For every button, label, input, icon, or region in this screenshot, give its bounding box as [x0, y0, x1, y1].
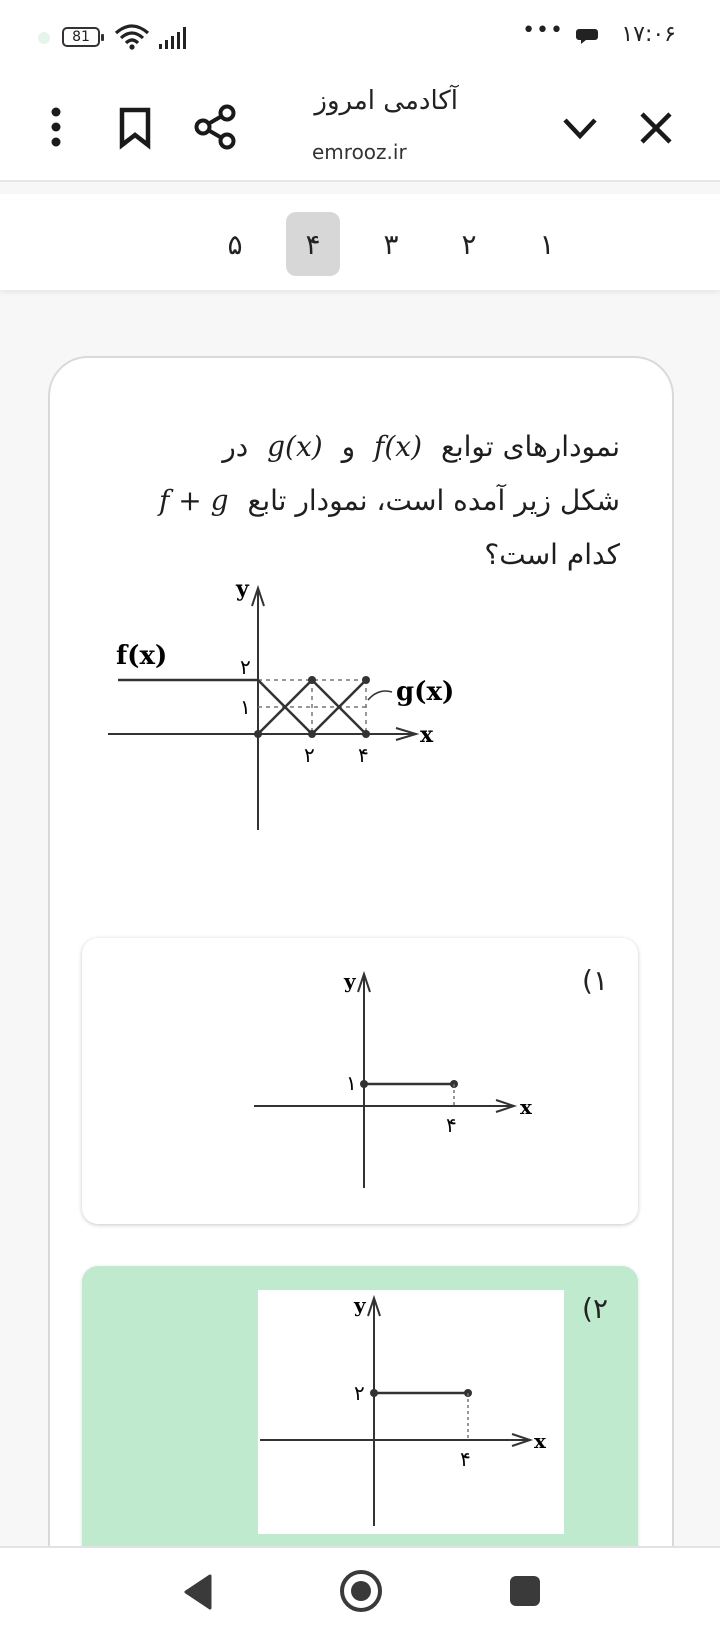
- recent-apps-icon[interactable]: [506, 1572, 544, 1610]
- x-tick-2: ۲: [304, 743, 315, 767]
- question-text-part: نمودارهای توابع: [440, 430, 620, 463]
- question-tabs-bar: [0, 194, 720, 290]
- g-label-pointer: [368, 691, 392, 700]
- option-number: ۲): [582, 1292, 608, 1325]
- wifi-icon: [114, 23, 150, 51]
- question-text-part: کدام است؟: [484, 538, 620, 571]
- question-tabs: [196, 212, 574, 276]
- status-time: ۱۷:۰۶: [621, 22, 676, 47]
- question-text-part: و: [341, 430, 356, 463]
- graph-point: [254, 730, 262, 738]
- graph-point: [308, 676, 316, 684]
- x-axis-label: x: [520, 1095, 532, 1119]
- close-icon[interactable]: [632, 104, 680, 152]
- chevron-down-icon[interactable]: [556, 104, 604, 152]
- option-number: ۱): [582, 964, 608, 997]
- status-bar: [0, 0, 720, 74]
- tab-4[interactable]: [286, 212, 340, 276]
- x-axis-label: x: [534, 1429, 546, 1453]
- option-1-graph: [252, 966, 542, 1198]
- graph-point: [308, 730, 316, 738]
- y-axis-label: y: [236, 576, 249, 602]
- question-card: [48, 356, 674, 1640]
- tab-label: ۳: [383, 227, 399, 261]
- math-f-plus-g: f + g: [158, 484, 229, 517]
- signal-icon: [158, 24, 192, 50]
- tab-label: ۴: [305, 227, 321, 261]
- home-icon[interactable]: [338, 1568, 384, 1614]
- question-text-part: در: [222, 430, 249, 463]
- status-more-dots: •••: [522, 18, 564, 43]
- tab-label: ۱: [539, 227, 555, 261]
- y-tick: ۱: [346, 1071, 357, 1095]
- question-text: [100, 420, 620, 582]
- option-2-graph: [258, 1290, 564, 1534]
- math-f: f(x): [374, 430, 423, 463]
- back-icon[interactable]: [178, 1570, 222, 1614]
- tab-1[interactable]: [520, 212, 574, 276]
- tab-3[interactable]: [364, 212, 418, 276]
- y-tick-1: ۱: [240, 695, 251, 719]
- chat-bubble-icon: [576, 27, 598, 45]
- tab-label: ۵: [227, 227, 243, 261]
- share-icon[interactable]: [190, 102, 240, 152]
- page-url[interactable]: emrooz.ir: [312, 140, 407, 164]
- segment-endpoint: [360, 1080, 368, 1088]
- question-graph: [106, 574, 526, 844]
- f-label: f(x): [116, 641, 168, 671]
- answer-option-1[interactable]: [82, 938, 638, 1224]
- tab-label: ۲: [461, 227, 477, 261]
- x-tick: ۴: [460, 1447, 471, 1471]
- system-navigation-bar: [0, 1546, 720, 1640]
- math-g: g(x): [267, 430, 323, 463]
- graph-point: [362, 730, 370, 738]
- x-tick-4: ۴: [358, 743, 369, 767]
- status-indicator-dot: [38, 32, 50, 44]
- page-title: آکادمی امروز: [314, 86, 458, 116]
- y-tick: ۲: [354, 1381, 365, 1405]
- y-tick-2: ۲: [240, 655, 251, 679]
- browser-toolbar: [0, 74, 720, 182]
- g-label: g(x): [396, 677, 455, 707]
- question-line-2: [100, 474, 620, 528]
- battery-level: 81: [72, 29, 90, 45]
- battery-icon: [62, 27, 100, 47]
- bookmark-icon[interactable]: [112, 104, 158, 150]
- y-axis-label: y: [344, 969, 356, 993]
- tab-5[interactable]: [208, 212, 262, 276]
- x-tick: ۴: [446, 1113, 457, 1137]
- x-axis-label: x: [420, 722, 434, 748]
- question-line-1: [100, 420, 620, 474]
- graph-point: [362, 676, 370, 684]
- question-text-part: شکل زیر آمده است، نمودار تابع: [247, 484, 620, 517]
- option-2-figure-panel: [258, 1290, 564, 1534]
- segment-endpoint: [370, 1389, 378, 1397]
- y-axis-label: y: [354, 1293, 366, 1317]
- more-vertical-icon[interactable]: [36, 104, 76, 150]
- tab-2[interactable]: [442, 212, 496, 276]
